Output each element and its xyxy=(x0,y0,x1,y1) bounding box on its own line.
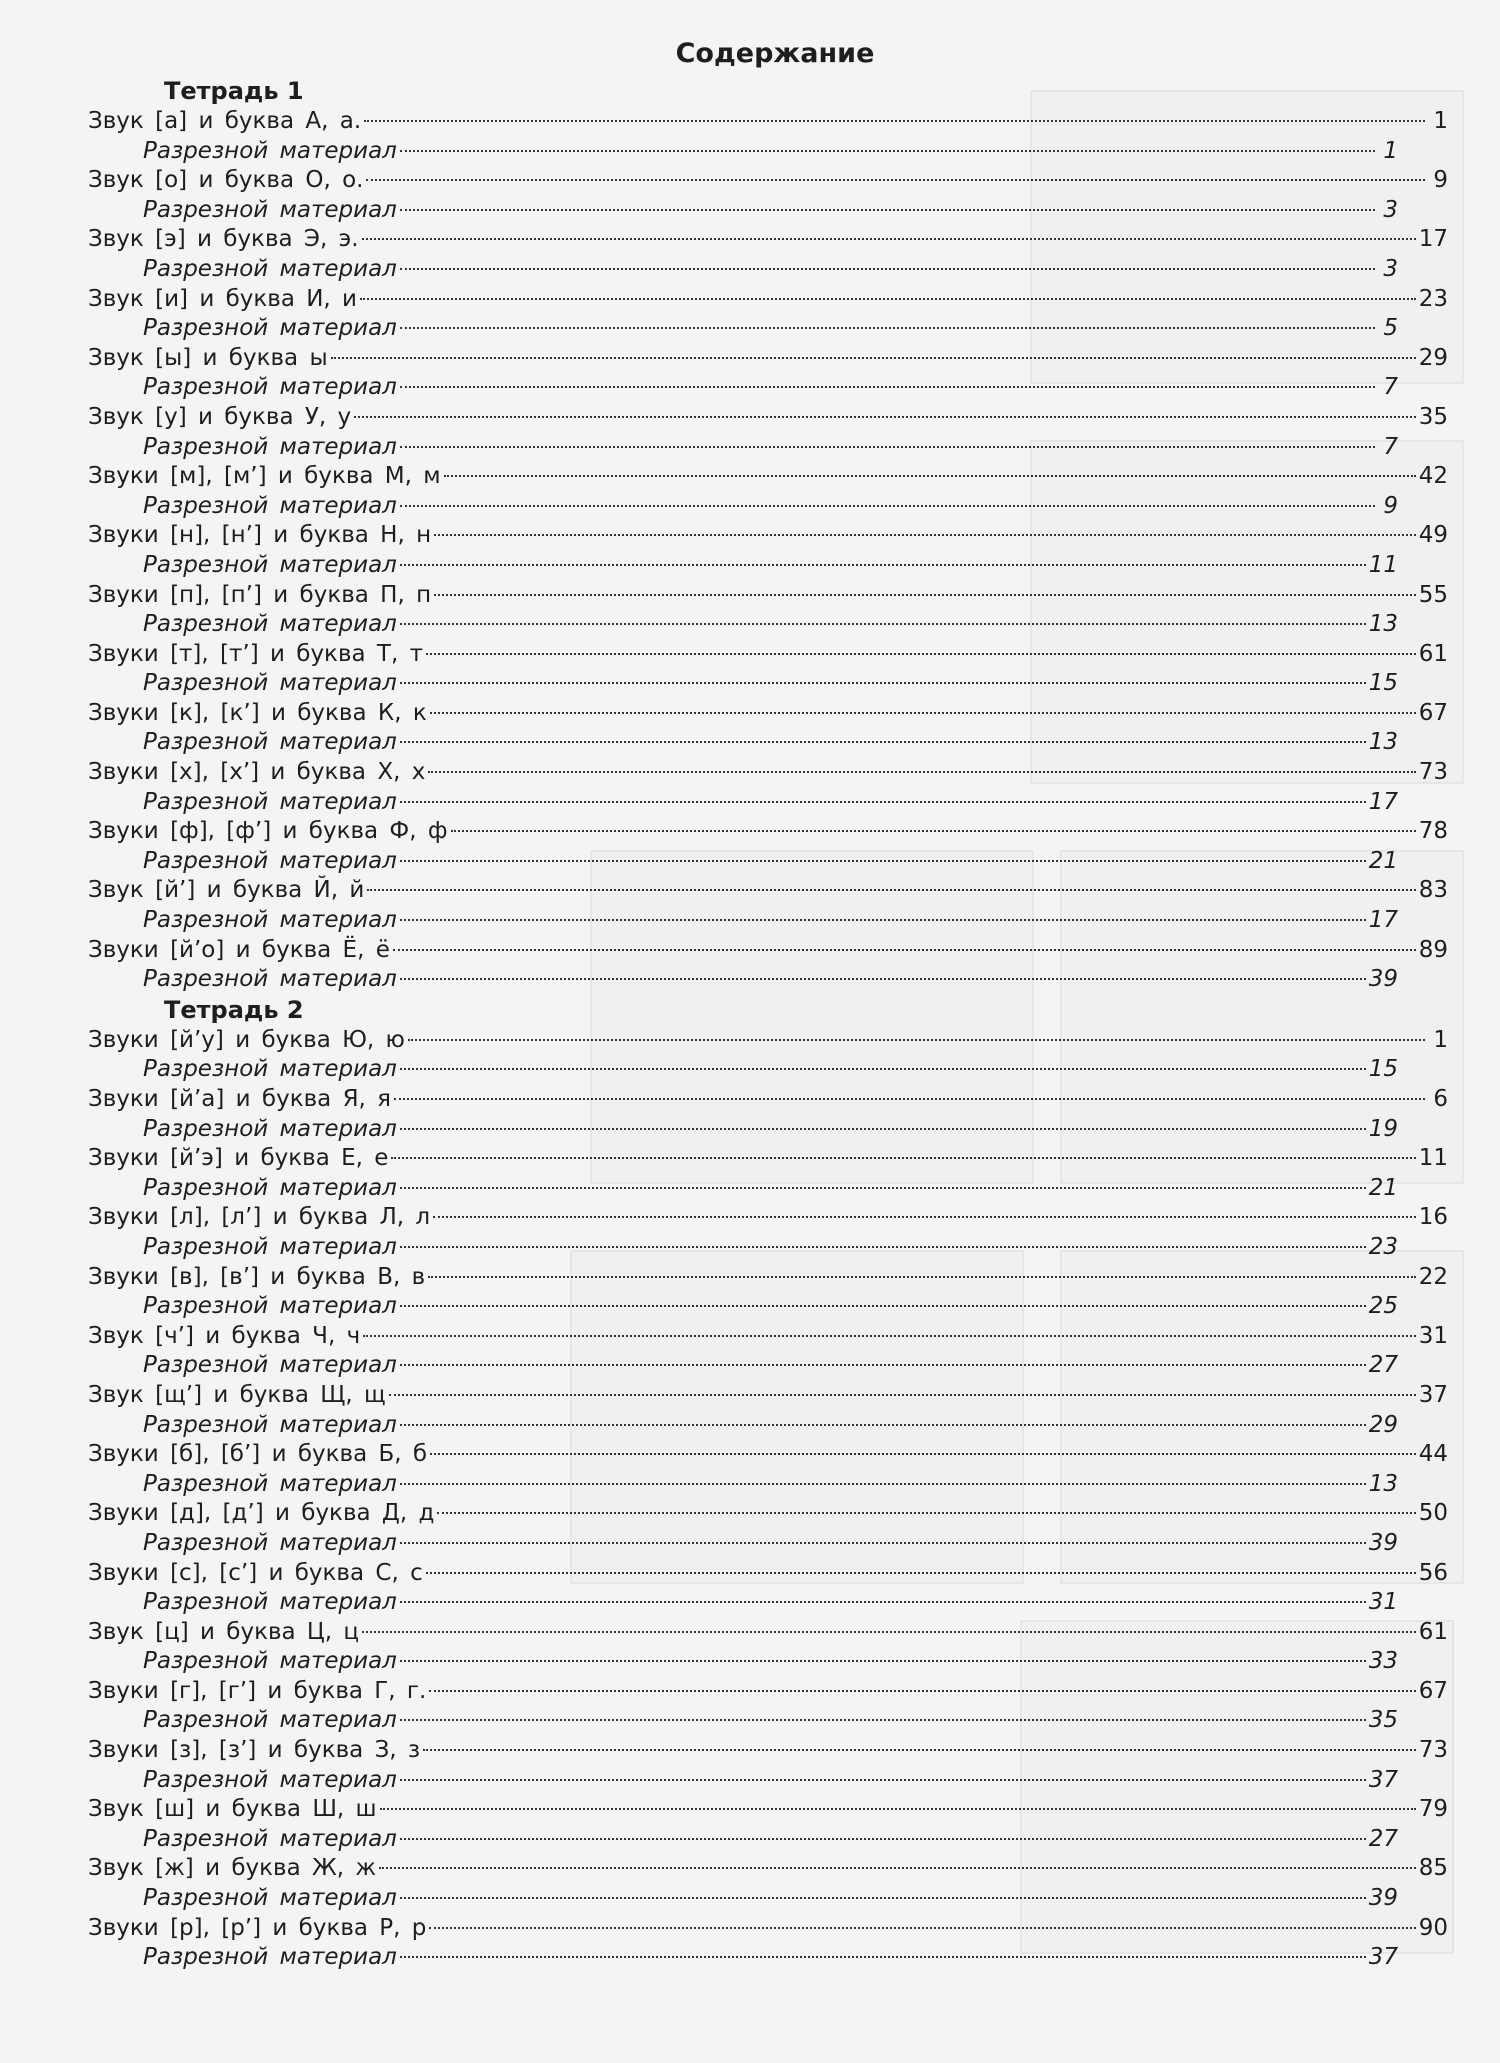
toc-entry xyxy=(88,817,1448,847)
page-number: 55 xyxy=(1418,581,1448,608)
page-number: 5 xyxy=(1383,315,1398,342)
dot-leader xyxy=(426,653,1416,655)
subentry-title: Разрезной материал xyxy=(143,433,397,460)
dot-leader xyxy=(400,327,1375,329)
entry-title: Звук [ш] и буква Ш, ш xyxy=(88,1796,377,1823)
dot-leader xyxy=(400,1068,1366,1070)
toc-entry xyxy=(88,1026,1448,1056)
toc-subentry xyxy=(88,669,1448,699)
page-number: 22 xyxy=(1418,1263,1448,1290)
subentry-title: Разрезной материал xyxy=(143,374,397,401)
subentry-title: Разрезной материал xyxy=(143,1648,397,1675)
toc-subentry xyxy=(88,1766,1448,1796)
dot-leader xyxy=(400,1660,1366,1662)
toc-entry xyxy=(88,344,1448,374)
dot-leader xyxy=(366,179,1425,181)
toc-entry xyxy=(88,1381,1448,1411)
entry-title: Звуки [й’у] и буква Ю, ю xyxy=(88,1026,405,1053)
entry-title: Звуки [й’э] и буква Е, е xyxy=(88,1145,389,1172)
entry-title: Звук [ж] и буква Ж, ж xyxy=(88,1855,377,1882)
page-number: 17 xyxy=(1368,907,1398,934)
dot-leader xyxy=(400,268,1375,270)
page-number: 3 xyxy=(1383,196,1398,223)
page-number: 56 xyxy=(1418,1559,1448,1586)
toc-entry xyxy=(88,640,1448,670)
dot-leader xyxy=(394,1098,1425,1100)
dot-leader xyxy=(428,1276,1416,1278)
page-number: 19 xyxy=(1368,1115,1398,1142)
subentry-title: Разрезной материал xyxy=(143,1411,397,1438)
toc-subentry xyxy=(88,492,1448,522)
dot-leader xyxy=(400,978,1366,980)
toc-entry xyxy=(88,1677,1448,1707)
dot-leader xyxy=(451,830,1416,832)
page-number: 42 xyxy=(1418,463,1448,490)
subentry-title: Разрезной материал xyxy=(143,966,397,993)
dot-leader xyxy=(400,1483,1366,1485)
toc-subentry xyxy=(88,1411,1448,1441)
toc-subentry xyxy=(88,1470,1448,1500)
dot-leader xyxy=(400,623,1366,625)
dot-leader xyxy=(400,1246,1366,1248)
dot-leader xyxy=(400,564,1366,566)
dot-leader xyxy=(400,1187,1366,1189)
subentry-title: Разрезной материал xyxy=(143,1115,397,1142)
toc-entry xyxy=(88,1263,1448,1293)
dot-leader xyxy=(400,919,1366,921)
dot-leader xyxy=(434,534,1416,536)
page-number: 15 xyxy=(1368,1056,1398,1083)
dot-leader xyxy=(400,1305,1366,1307)
toc-entry xyxy=(88,225,1448,255)
toc-subentry xyxy=(88,1706,1448,1736)
entry-title: Звуки [п], [п’] и буква П, п xyxy=(88,581,432,608)
dot-leader xyxy=(354,416,1416,418)
page-number: 39 xyxy=(1368,1885,1398,1912)
toc-entry xyxy=(88,1854,1448,1884)
page-number: 79 xyxy=(1418,1796,1448,1823)
dot-leader xyxy=(400,1364,1366,1366)
subentry-title: Разрезной материал xyxy=(143,1233,397,1260)
dot-leader xyxy=(400,1542,1366,1544)
toc-entry xyxy=(88,107,1448,137)
toc-subentry xyxy=(88,1529,1448,1559)
page-number: 27 xyxy=(1368,1352,1398,1379)
page-number: 67 xyxy=(1418,1677,1448,1704)
dot-leader xyxy=(400,1956,1366,1958)
dot-leader xyxy=(429,1690,1415,1692)
dot-leader xyxy=(400,1719,1366,1721)
dot-leader xyxy=(367,889,1415,891)
page-number: 44 xyxy=(1418,1441,1448,1468)
toc-subentry xyxy=(88,1943,1448,1973)
page-number: 7 xyxy=(1383,433,1398,460)
dot-leader xyxy=(400,1779,1366,1781)
subentry-title: Разрезной материал xyxy=(143,255,397,282)
dot-leader xyxy=(433,1216,1416,1218)
dot-leader xyxy=(400,386,1375,388)
toc-entry xyxy=(88,1559,1448,1589)
subentry-title: Разрезной материал xyxy=(143,1766,397,1793)
page-number: 73 xyxy=(1418,1737,1448,1764)
page-number: 29 xyxy=(1418,344,1448,371)
entry-title: Звуки [й’о] и буква Ё, ё xyxy=(88,936,390,963)
page-number: 35 xyxy=(1368,1707,1398,1734)
subentry-title: Разрезной материал xyxy=(143,1825,397,1852)
dot-leader xyxy=(429,1927,1415,1929)
entry-title: Звук [ч’] и буква Ч, ч xyxy=(88,1322,361,1349)
toc-entry xyxy=(88,876,1448,906)
toc-entry xyxy=(88,1618,1448,1648)
toc-entry xyxy=(88,462,1448,492)
page-number: 13 xyxy=(1368,611,1398,638)
toc-subentry xyxy=(88,1647,1448,1677)
page-number: 6 xyxy=(1433,1086,1448,1112)
page-number: 37 xyxy=(1418,1381,1448,1408)
page-number: 85 xyxy=(1418,1855,1448,1882)
subentry-title: Разрезной материал xyxy=(143,196,397,223)
toc-entry xyxy=(88,699,1448,729)
subentry-title: Разрезной материал xyxy=(143,1944,397,1971)
page-number: 25 xyxy=(1368,1293,1398,1320)
toc-entry xyxy=(88,581,1448,611)
dot-leader xyxy=(400,1897,1366,1899)
dot-leader xyxy=(400,860,1366,862)
toc-subentry xyxy=(88,610,1448,640)
page-number: 17 xyxy=(1418,226,1448,253)
page-number: 73 xyxy=(1418,759,1448,786)
dot-leader xyxy=(428,771,1415,773)
toc-entry xyxy=(88,1736,1448,1766)
subentry-title: Разрезной материал xyxy=(143,847,397,874)
dot-leader xyxy=(434,594,1416,596)
entry-title: Звуки [р], [р’] и буква Р, р xyxy=(88,1914,427,1941)
table-of-contents xyxy=(88,76,1448,1973)
toc-subentry xyxy=(88,965,1448,995)
toc-subentry xyxy=(88,433,1448,463)
toc-subentry xyxy=(88,1351,1448,1381)
entry-title: Звуки [в], [в’] и буква В, в xyxy=(88,1263,426,1290)
subentry-title: Разрезной материал xyxy=(143,1885,397,1912)
toc-entry xyxy=(88,166,1448,196)
page-number: 89 xyxy=(1418,936,1448,963)
toc-subentry xyxy=(88,847,1448,877)
toc-subentry xyxy=(88,1588,1448,1618)
toc-entry xyxy=(88,758,1448,788)
dot-leader xyxy=(389,1394,1416,1396)
entry-title: Звук [а] и буква А, а. xyxy=(88,108,362,134)
section-heading: Тетрадь 1 xyxy=(164,77,304,105)
toc-entry xyxy=(88,1499,1448,1529)
subentry-title: Разрезной материал xyxy=(143,137,397,164)
subentry-title: Разрезной материал xyxy=(143,729,397,756)
toc-entry xyxy=(88,1085,1448,1115)
dot-leader xyxy=(360,298,1416,300)
dot-leader xyxy=(391,1157,1415,1159)
subentry-title: Разрезной материал xyxy=(143,611,397,638)
toc-subentry xyxy=(88,1233,1448,1263)
subentry-title: Разрезной материал xyxy=(143,315,397,342)
subentry-title: Разрезной материал xyxy=(143,907,397,934)
page-number: 83 xyxy=(1418,877,1448,904)
page-number: 31 xyxy=(1368,1589,1398,1616)
entry-title: Звук [у] и буква У, у xyxy=(88,403,352,430)
entry-title: Звук [и] и буква И, и xyxy=(88,285,358,312)
toc-subentry xyxy=(88,906,1448,936)
toc-subentry xyxy=(88,788,1448,818)
entry-title: Звуки [м], [м’] и буква М, м xyxy=(88,463,441,490)
section-heading: Тетрадь 2 xyxy=(164,995,304,1024)
page-number: 49 xyxy=(1418,522,1448,549)
page-number: 90 xyxy=(1418,1914,1448,1941)
entry-title: Звуки [л], [л’] и буква Л, л xyxy=(88,1204,431,1231)
entry-title: Звуки [к], [к’] и буква К, к xyxy=(88,699,427,726)
entry-title: Звук [ы] и буква ы xyxy=(88,344,328,371)
dot-leader xyxy=(362,1631,1416,1633)
entry-title: Звук [о] и буква О, о. xyxy=(88,167,364,194)
dot-leader xyxy=(400,1601,1366,1603)
toc-entry xyxy=(88,936,1448,966)
page-number: 23 xyxy=(1418,285,1448,312)
toc-entry xyxy=(88,1914,1448,1944)
subentry-title: Разрезной материал xyxy=(143,1056,397,1083)
page-number: 13 xyxy=(1368,1470,1398,1497)
subentry-title: Разрезной материал xyxy=(143,1293,397,1320)
dot-leader xyxy=(363,1335,1416,1337)
entry-title: Звуки [д], [д’] и буква Д, д xyxy=(88,1500,435,1527)
page-number: 9 xyxy=(1383,492,1398,519)
dot-leader xyxy=(430,1453,1416,1455)
toc-subentry xyxy=(88,255,1448,285)
subentry-title: Разрезной материал xyxy=(143,492,397,519)
subentry-title: Разрезной материал xyxy=(143,551,397,578)
page-number: 1 xyxy=(1383,137,1398,164)
page-number: 21 xyxy=(1368,847,1398,874)
toc-entry xyxy=(88,403,1448,433)
dot-leader xyxy=(400,209,1375,211)
dot-leader xyxy=(444,475,1416,477)
page-number: 9 xyxy=(1433,167,1448,194)
dot-leader xyxy=(437,1512,1415,1514)
dot-leader xyxy=(400,446,1375,448)
dot-leader xyxy=(430,712,1416,714)
page-number: 17 xyxy=(1368,788,1398,815)
dot-leader xyxy=(331,357,1416,359)
toc-subentry xyxy=(88,314,1448,344)
toc-subentry xyxy=(88,728,1448,758)
toc-entry xyxy=(88,1322,1448,1352)
page-number: 21 xyxy=(1368,1174,1398,1201)
subentry-title: Разрезной материал xyxy=(143,670,397,697)
entry-title: Звуки [б], [б’] и буква Б, б xyxy=(88,1441,428,1468)
page-number: 1 xyxy=(1433,108,1448,134)
toc-subentry xyxy=(88,196,1448,226)
entry-title: Звук [щ’] и буква Щ, щ xyxy=(88,1381,386,1408)
entry-title: Звуки [с], [с’] и буква С, с xyxy=(88,1559,423,1586)
dot-leader xyxy=(393,949,1416,951)
toc-entry xyxy=(88,1440,1448,1470)
page-number: 67 xyxy=(1418,699,1448,726)
dot-leader xyxy=(362,238,1416,240)
page-number: 13 xyxy=(1368,729,1398,756)
toc-entry xyxy=(88,1795,1448,1825)
page-number: 50 xyxy=(1418,1500,1448,1527)
toc-subentry xyxy=(88,551,1448,581)
toc-entry xyxy=(88,1203,1448,1233)
toc-subentry xyxy=(88,1055,1448,1085)
toc-entry xyxy=(88,1144,1448,1174)
page-number: 78 xyxy=(1418,818,1448,845)
subentry-title: Разрезной материал xyxy=(143,788,397,815)
dot-leader xyxy=(400,150,1375,152)
dot-leader xyxy=(423,1749,1416,1751)
entry-title: Звук [й’] и буква Й, й xyxy=(88,877,365,904)
dot-leader xyxy=(408,1039,1425,1041)
toc-entry xyxy=(88,521,1448,551)
dot-leader xyxy=(426,1572,1416,1574)
toc-subentry xyxy=(88,373,1448,403)
dot-leader xyxy=(400,1838,1366,1840)
dot-leader xyxy=(400,505,1375,507)
toc-subentry xyxy=(88,1884,1448,1914)
page-number: 39 xyxy=(1368,1529,1398,1556)
entry-title: Звуки [г], [г’] и буква Г, г. xyxy=(88,1677,427,1704)
page-number: 7 xyxy=(1383,374,1398,401)
page-number: 29 xyxy=(1368,1411,1398,1438)
subentry-title: Разрезной материал xyxy=(143,1529,397,1556)
toc-entry xyxy=(88,285,1448,315)
dot-leader xyxy=(379,1867,1416,1869)
page-title: Содержание xyxy=(675,38,875,69)
page-number: 61 xyxy=(1418,640,1448,667)
entry-title: Звук [ц] и буква Ц, ц xyxy=(88,1618,360,1645)
page-number: 37 xyxy=(1368,1766,1398,1793)
page-number: 23 xyxy=(1368,1233,1398,1260)
entry-title: Звуки [х], [х’] и буква Х, х xyxy=(88,759,426,786)
page-number: 11 xyxy=(1368,551,1398,578)
toc-subentry xyxy=(88,1825,1448,1855)
dot-leader xyxy=(400,1128,1366,1130)
entry-title: Звуки [з], [з’] и буква З, з xyxy=(88,1737,421,1764)
subentry-title: Разрезной материал xyxy=(143,1174,397,1201)
entry-title: Звуки [ф], [ф’] и буква Ф, ф xyxy=(88,818,448,845)
toc-subentry xyxy=(88,1292,1448,1322)
dot-leader xyxy=(380,1808,1416,1810)
entry-title: Звуки [н], [н’] и буква Н, н xyxy=(88,522,432,549)
page-number: 1 xyxy=(1433,1026,1448,1053)
page-number: 33 xyxy=(1368,1648,1398,1675)
entry-title: Звуки [й’а] и буква Я, я xyxy=(88,1086,392,1112)
subentry-title: Разрезной материал xyxy=(143,1352,397,1379)
page-number: 61 xyxy=(1418,1618,1448,1645)
page-number: 11 xyxy=(1418,1145,1448,1172)
page-number: 35 xyxy=(1418,403,1448,430)
dot-leader xyxy=(400,1424,1366,1426)
dot-leader xyxy=(400,682,1366,684)
subentry-title: Разрезной материал xyxy=(143,1470,397,1497)
toc-subentry xyxy=(88,1174,1448,1204)
page-number: 37 xyxy=(1368,1944,1398,1971)
dot-leader xyxy=(364,120,1425,122)
page-number: 3 xyxy=(1383,255,1398,282)
toc-subentry xyxy=(88,1115,1448,1145)
entry-title: Звук [э] и буква Э, э. xyxy=(88,226,359,253)
subentry-title: Разрезной материал xyxy=(143,1707,397,1734)
subentry-title: Разрезной материал xyxy=(143,1589,397,1616)
page-number: 27 xyxy=(1368,1825,1398,1852)
page-number: 39 xyxy=(1368,966,1398,993)
page-number: 15 xyxy=(1368,670,1398,697)
entry-title: Звуки [т], [т’] и буква Т, т xyxy=(88,640,423,667)
dot-leader xyxy=(400,741,1366,743)
dot-leader xyxy=(400,801,1366,803)
page-number: 16 xyxy=(1418,1204,1448,1231)
toc-subentry xyxy=(88,137,1448,167)
page-number: 31 xyxy=(1418,1322,1448,1349)
